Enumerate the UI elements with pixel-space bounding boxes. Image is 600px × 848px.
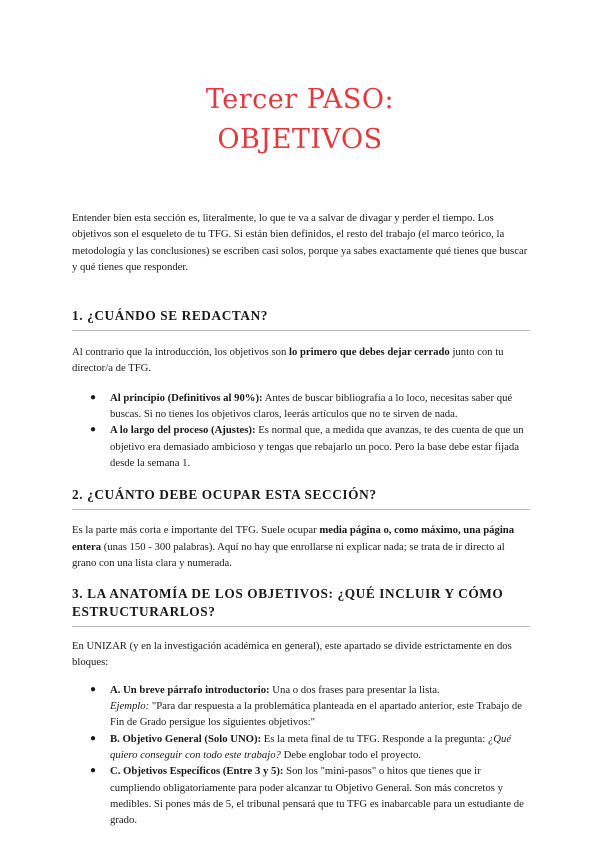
text-run: Es la parte más corta e importante del TFG. Suele ocupar [72, 524, 320, 537]
italic-run: ¿Qué quiero conseguir con todo este trabajo? [110, 732, 512, 761]
title-line-2: OBJETIVOS [217, 124, 383, 155]
section-2-paragraph [72, 522, 530, 571]
bold-run: C. Objetivos Específicos (Entre 3 y 5): [110, 765, 284, 778]
section-1-heading: 1. ¿CUÁNDO SE REDACTAN? [72, 308, 269, 324]
list-item [72, 390, 530, 423]
text-run: Antes de buscar bibliografía a lo loco, necesitas saber qué buscas. Si no tienes los objetivos claros, leerás artículos que no te sirven de nada. [110, 391, 513, 421]
bold-run: A. Un breve párrafo introductorio: [110, 683, 270, 696]
document-body [72, 210, 530, 828]
section-3 [72, 585, 530, 828]
intro-paragraph: Entender bien esta sección es, literalmente, lo que te va a salvar de divagar y perder el tiempo. Los objetivos son el esqueleto de tu TFG. Si están bien definidos, el resto del trabajo (el marco teórico, la metodología y las conclusiones) se escriben casi solos, porque ya sabes exactamente qué tienes que buscar y qué tienes que responder. [72, 212, 528, 273]
section-3-paragraph: En UNIZAR (y en la investigación académica en general), este apartado se divide estrictamente en dos bloques: [72, 640, 512, 669]
bullet-icon: ● [90, 391, 97, 403]
section-3-rule [72, 626, 530, 627]
section-3-list [72, 682, 530, 829]
bold-run: Al principio (Definitivos al 90%): [110, 391, 263, 404]
text-run: (unas 150 - 300 palabras). Aquí no hay que enrollarse ni explicar nada; se trata de ir directo al grano con una lista clara y numerada. [72, 540, 505, 569]
text-run: Debe englobar todo el proyecto. [280, 748, 421, 761]
italic-run: Ejemplo: [110, 700, 150, 713]
list-item [72, 682, 530, 731]
section-1-list [72, 390, 530, 471]
bullet-icon: ● [90, 424, 97, 436]
text-run: Al contrario que la introducción, los objetivos son [72, 346, 289, 359]
section-2-rule [72, 509, 530, 510]
title-line-1: Tercer PASO: [205, 84, 395, 115]
list-item [72, 422, 530, 471]
bold-run: media página o, como máximo, una página entera [72, 524, 515, 553]
section-1-rule [72, 330, 530, 331]
bullet-icon: ● [90, 765, 97, 777]
text-run: Son los "mini-pasos" o hitos que tienes que ir cumpliendo obligatoriamente para poder alcanzar tu Objetivo General. Son más concretos y medibles. Si pones más de 5, el tribunal pensará que tu TFG es inabarcable para un estudiante de grado. [110, 765, 524, 827]
section-2 [72, 486, 530, 571]
page-title [0, 80, 600, 160]
bullet-icon: ● [90, 683, 97, 695]
section-1-paragraph [72, 344, 530, 377]
section-1 [72, 307, 530, 471]
section-3-heading: 3. LA ANATOMÍA DE LOS OBJETIVOS: ¿QUÉ INCLUIR Y CÓMO ESTRUCTURARLOS? [72, 586, 504, 620]
text-run: "Para dar respuesta a la problemática planteada en el apartado anterior, este Trabajo de Fin de Grado persigue los siguientes objetivos:" [110, 700, 522, 729]
list-item [72, 731, 530, 764]
text-run: Una o dos frases para presentar la lista. [269, 683, 440, 696]
bold-run: lo primero que debes dejar cerrado [288, 346, 450, 359]
bold-run: B. Objetivo General (Solo UNO): [110, 732, 262, 745]
bullet-icon: ● [90, 732, 97, 744]
bold-run: A lo largo del proceso (Ajustes): [110, 424, 256, 437]
text-run: Es la meta final de tu TFG. Responde a la pregunta: [261, 732, 488, 745]
text-run: junto con tu director/a de TFG. [72, 346, 504, 375]
list-item [72, 763, 530, 828]
text-run: Es normal que, a medida que avanzas, te des cuenta de que un objetivo era demasiado ambicioso y tengas que rebajarlo un poco. Pero la base debe estar fijada desde la semana 1. [110, 424, 524, 469]
section-2-heading: 2. ¿CUÁNTO DEBE OCUPAR ESTA SECCIÓN? [72, 487, 377, 503]
